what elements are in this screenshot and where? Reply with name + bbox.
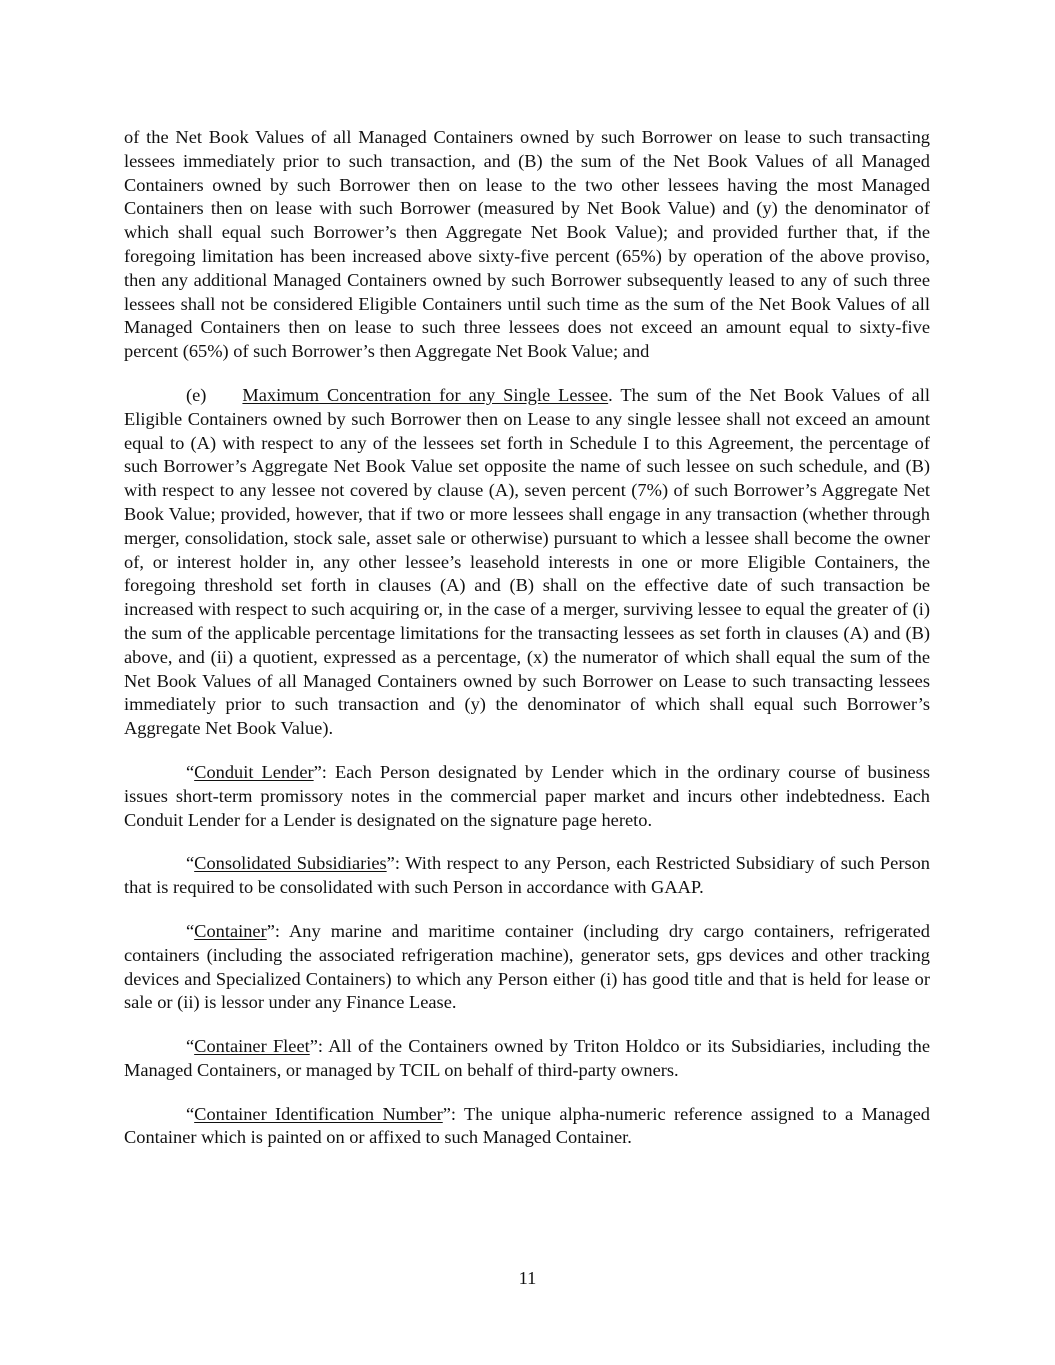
- definition-text: ”: Any marine and maritime container (including dry cargo containers, refrigerated containers (including the associated refrigeration machine), generator sets, gps devices and other tracking devices and Specialized Containers) to which any Person either (i) has good title and that is held for lease or sale or (ii) is lessor under any Finance Lease.: [124, 920, 930, 1013]
- paragraph-text: . The sum of the Net Book Values of all Eligible Containers owned by such Borrower then on Lease to any single lessee shall not exceed an amount equal to (A) with respect to any of the lessees set forth in Schedule I to this Agreement, the percentage of such Borrower’s Aggregate Net Book Value set opposite the name of such lessee on such schedule, and (B) with respect to any lessee not covered by clause (A), seven percent (7%) of such Borrower’s Aggregate Net Book Value; provided, however, that if two or more lessees shall engage in any transaction (whether through merger, consolidation, stock sale, asset sale or otherwise) pursuant to which a lessee shall become the owner of, or interest holder in, any other lessee’s leasehold interests in one or more Eligible Containers, the foregoing threshold set forth in clauses (A) and (B) shall on the effective date of such transaction be increased with respect to such acquiring or, in the case of a merger, surviving lessee to equal the greater of (i) the sum of the applicable percentage limitations for the transacting lessees as set forth in clauses (A) and (B) above, and (ii) a quotient, expressed as a percentage, (x) the numerator of which shall equal the sum of the Net Book Values of all Managed Containers owned by such Borrower on Lease to such transacting lessees immediately prior to such transaction and (y) the denominator of which shall equal such Borrower’s Aggregate Net Book Value).: [124, 384, 930, 739]
- definition-conduit-lender: [124, 761, 930, 832]
- paragraph-maximum-concentration: [124, 384, 930, 741]
- quote-open: “: [186, 853, 195, 874]
- defined-term: Container: [194, 920, 267, 941]
- document-page: [124, 126, 930, 1170]
- defined-term: Container Fleet: [194, 1036, 310, 1057]
- definition-container-fleet: [124, 1035, 930, 1083]
- definition-text: ”: The unique alpha-numeric reference assigned to a Managed Container which is painted on or affixed to such Managed Container.: [124, 1103, 931, 1148]
- clause-heading: Maximum Concentration for any Single Lessee: [242, 384, 609, 405]
- definition-container: [124, 920, 930, 1015]
- definition-text: ”: With respect to any Person, each Restricted Subsidiary of such Person that is required to be consolidated with such Person in accordance with GAAP.: [124, 853, 930, 898]
- defined-term: Conduit Lender: [194, 761, 314, 782]
- quote-open: “: [186, 1103, 195, 1124]
- defined-term: Consolidated Subsidiaries: [194, 853, 387, 874]
- quote-open: “: [186, 761, 195, 782]
- paragraph-continuation: [124, 126, 930, 364]
- quote-open: “: [186, 1036, 195, 1057]
- definition-consolidated-subsidiaries: [124, 852, 930, 900]
- definition-container-identification-number: [124, 1103, 930, 1151]
- paragraph-text: of the Net Book Values of all Managed Containers owned by such Borrower on lease to such transacting lessees immediately prior to such transaction, and (B) the sum of the Net Book Values of all Managed Containers owned by such Borrower then on lease to the two other lessees having the most Managed Containers then on lease with such Borrower (measured by Net Book Value) and (y) the denominator of which shall equal such Borrower’s then Aggregate Net Book Value); and provided further that, if the foregoing limitation has been increased above sixty-five percent (65%) by operation of the above proviso, then any additional Managed Containers owned by such Borrower subsequently leased to any of such three lessees shall not be considered Eligible Containers until such time as the sum of the Net Book Values of all Managed Containers then on lease to such three lessees does not exceed an amount equal to sixty-five percent (65%) of such Borrower’s then Aggregate Net Book Value; and: [124, 127, 930, 362]
- definition-text: ”: Each Person designated by Lender which in the ordinary course of business issues short-term promissory notes in the commercial paper market and incurs other indebtedness. Each Conduit Lender for a Lender is designated on the signature page hereto.: [124, 761, 930, 830]
- quote-open: “: [186, 920, 195, 941]
- defined-term: Container Identification Number: [194, 1103, 443, 1124]
- definition-text: ”: All of the Containers owned by Triton Holdco or its Subsidiaries, including the Managed Containers, or managed by TCIL on behalf of third-party owners.: [124, 1036, 930, 1080]
- clause-marker: (e): [186, 384, 207, 405]
- page-number: 11: [518, 1268, 537, 1288]
